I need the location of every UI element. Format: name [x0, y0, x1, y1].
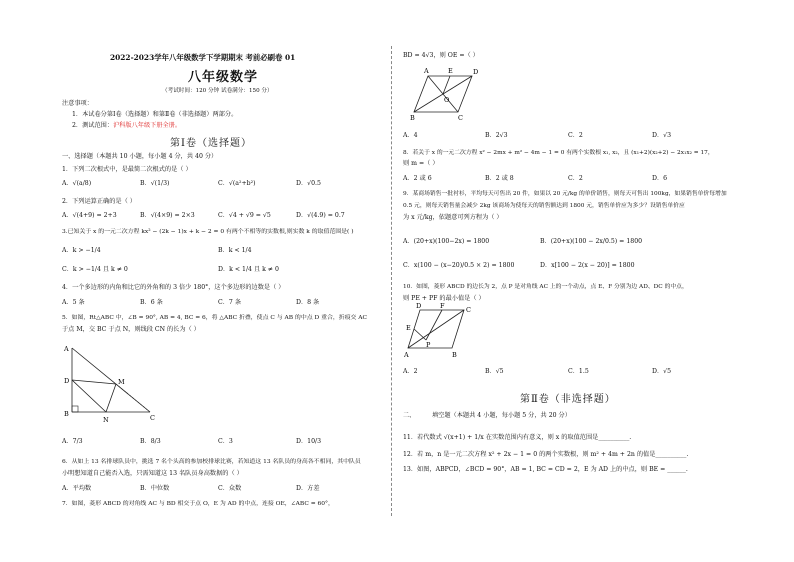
q6-stem-line2: 小明想知道自己能否入选，只需知道这 13 名队员身高数据的（ ）: [62, 470, 243, 477]
q5-stem-line2: 于点 M，交 BC 于点 N，则线段 CN 的长为（ ）: [62, 326, 200, 333]
q3-option-b: B．k < 1/4: [218, 247, 252, 254]
q5-stem-line1: 5．如图，Rt△ABC 中，∠B = 90°, AB = 4, BC = 6，将 △ABC 折叠，使点 C 与 AB 的中点 D 重合，折痕交 AC: [62, 315, 368, 321]
q10-stem-line1: 10．如图，菱形 ABCD 的边长为 2，点 P 是对角线 AC 上的一个动点，点 E、F 分别为边 AD、DC 的中点，: [403, 284, 688, 290]
fig10-diagonal-ac: [408, 310, 464, 348]
q1-option-b: B．√(1/3): [140, 180, 170, 187]
q6-option-d: D．方差: [296, 485, 320, 492]
q5-figure: [62, 340, 172, 430]
fig7-label-e: E: [448, 67, 453, 75]
q8-option-d: D．6: [652, 175, 668, 182]
q12-text: 12．若 m，n 是一元二次方程 x² + 2x − 1 = 0 的两个实数根，则 m² + 4m + 2n 的值是__________.: [403, 451, 689, 458]
q3-stem: 3.已知关于 x 的一元二次方程 kx² − (2k − 1)x + k − 2 = 0 有两个不相等的实数根,则实数 k 的取值范围是( ): [62, 229, 354, 235]
notes-label: 注意事项：: [62, 100, 93, 107]
fig7-label-d: D: [473, 68, 479, 76]
q1-option-c: C．√(a²+b²): [218, 180, 256, 187]
q9-option-a: A．(20+x)(100−2x) = 1800: [403, 238, 490, 245]
q2-option-d: D．√(4.9) = 0.7: [296, 212, 345, 219]
q9-option-b: B．(20+x)(100 − 2x/0.5) = 1800: [540, 238, 643, 245]
column-divider: [391, 46, 393, 516]
fig10-segment-pe: [414, 329, 426, 340]
q2-option-b: B．√(4×9) = 2×3: [140, 212, 195, 219]
fig10-label-c: C: [466, 306, 471, 314]
section1-title: 第Ⅰ卷（选择题）: [170, 138, 252, 149]
q10-option-b: B．√5: [485, 368, 504, 375]
section2-title: 第Ⅱ卷（非选择题）: [520, 394, 616, 405]
fig5-label-b: B: [64, 410, 69, 418]
fig5-label-c: C: [150, 414, 155, 422]
fig5-fold-mn: [106, 384, 116, 412]
fig5-label-a: A: [64, 345, 69, 353]
q7-figure: [410, 62, 500, 122]
fig5-edge-dn: [72, 380, 106, 412]
q9-option-c: C．x(100 − (x−20)/0.5 × 2) = 1800: [403, 262, 515, 269]
q8-option-a: A．2 或 6: [403, 175, 432, 182]
fig10-label-p: P: [426, 341, 431, 349]
q9-stem-line1: 9．某商场销售一批衬衫，平均每天可售出 20 件，如果以 20 元/kg 的单价销售，则每天可售出 100kg，如果销售单价每增加: [403, 191, 727, 197]
q6-option-b: B．中位数: [140, 485, 170, 492]
fig7-label-o: O: [444, 96, 450, 104]
q4-option-c: C．7 条: [218, 299, 242, 306]
fig7-label-a: A: [424, 67, 429, 75]
q3-option-d: D．k < 1/4 且 k ≠ 0: [218, 266, 279, 273]
exam-info: （考试时间：120 分钟 试卷满分：150 分）: [162, 88, 273, 94]
q4-option-a: A．5 条: [62, 299, 85, 306]
fig10-label-b: B: [452, 351, 457, 359]
q9-stem-line2: 0.5 元，则每天销售量会减少 2kg 该商场为使每天的销售额达到 1800 元，销售单价应为多少？设销售单价应: [403, 203, 685, 209]
q7-option-c: C．2: [568, 132, 583, 139]
q2-stem: 2．下列运算正确的是（ ）: [62, 198, 136, 205]
section2-desc-number: 二、: [403, 412, 416, 419]
fig10-label-e: E: [406, 324, 411, 332]
notes-item-2: [72, 120, 181, 129]
fig5-label-m: M: [118, 378, 125, 386]
fig5-label-n: N: [103, 416, 109, 424]
q7-stem-continued: BD = 4√3，则 OE =（ ）: [403, 52, 479, 59]
notes-item-1: 1．本试卷分第Ⅰ卷（选择题）和第Ⅱ卷（非选择题）两部分。: [72, 111, 238, 118]
fig10-label-a: A: [404, 351, 409, 359]
q7-option-d: D．√3: [652, 132, 672, 139]
q5-option-c: C．3: [218, 438, 233, 445]
q8-option-b: B．2 或 8: [485, 175, 514, 182]
exam-top-title: 2022-2023学年八年级数学下学期期末 考前必刷卷 01: [110, 53, 296, 62]
q4-option-d: D．8 条: [296, 299, 320, 306]
fig10-label-f: F: [440, 302, 445, 310]
q7-option-a: A．4: [403, 132, 418, 139]
q7-stem: 7．如图，菱形 ABCD 的对角线 AC 与 BD 相交于点 O，E 为 AD 的中点，连接 OE，∠ABC = 60°，: [62, 501, 334, 507]
q8-stem-line2: 则 m =（ ）: [403, 160, 439, 167]
q10-option-d: D．√5: [652, 368, 672, 375]
notes-test-range: 沪科版八年级下册全册。: [113, 122, 182, 129]
fig5-label-d: D: [64, 377, 70, 385]
q9-stem-line3: 为 x 元/kg，依题意可列方程为（ ）: [403, 214, 503, 221]
fig7-label-c: C: [458, 114, 463, 122]
q10-figure: [404, 302, 484, 362]
fig10-segment-pf: [426, 310, 442, 340]
q8-stem: 8．若关于 x 的一元二次方程 x² − 2mx + m² − 4m − 1 = 0 有两个实数根 x₁, x₂，且 (x₁+2)(x₂+2) − 2x₁x₂ = 17，: [403, 150, 714, 156]
q6-option-a: A．平均数: [62, 485, 92, 492]
q5-option-b: B．8/3: [140, 438, 161, 445]
fig5-right-angle: [72, 406, 78, 412]
q4-option-b: B．6 条: [140, 299, 163, 306]
q10-option-c: C．1.5: [568, 368, 589, 375]
q2-option-c: C．√4 + √9 = √5: [218, 212, 271, 219]
section2-desc: 填空题（本题共 4 小题，每小题 5 分，共 20 分）: [432, 412, 571, 419]
q5-option-a: A．7/3: [62, 438, 83, 445]
q11-text: 11．若代数式 √(x+1) + 1/x 在实数范围内有意义，则 x 的取值范围是__________.: [403, 434, 632, 441]
fig10-label-d: D: [416, 302, 422, 310]
q1-option-a: A．√(a/8): [62, 180, 92, 187]
q6-stem-line1: 6．从如上 13 名排球队员中，挑选 7 名个头高的参加校排球比赛，若知道这 13 名队员的身高各不相同，其中队员: [62, 459, 361, 465]
q1-stem: 1．下列二次根式中，是最简二次根式的是（ ）: [62, 166, 192, 173]
fig7-label-b: B: [410, 114, 415, 122]
q4-stem: 4．一个多边形的内角和比它的外角和的 3 倍少 180°，这个多边形的边数是（ ）: [62, 284, 285, 291]
fig7-segment-oe: [443, 76, 450, 94]
q3-option-c: C．k > −1/4 且 k ≠ 0: [62, 266, 128, 273]
q2-option-a: A．√(4+9) = 2+3: [62, 212, 117, 219]
fig5-edge-dm: [72, 380, 116, 384]
exam-subject-title: 八年级数学: [188, 70, 259, 85]
q1-option-d: D．√0.5: [296, 180, 321, 187]
q13-text: 13．如图，ABPCD，∠BCD = 90°，AB = 1, BC = CD = 2，E 为 AD 上的中点，则 BE = ______.: [403, 466, 688, 473]
q3-option-a: A．k > −1/4: [62, 247, 101, 254]
q5-option-d: D．10/3: [296, 438, 322, 445]
q9-option-d: D．x[100 − 2(x − 20)] = 1800: [540, 262, 635, 269]
q8-option-c: C．2: [568, 175, 583, 182]
q6-option-c: C．众数: [218, 485, 242, 492]
q10-stem-line2: 则 PE + PF 的最小值是（ ）: [403, 295, 485, 302]
q10-option-a: A．2: [403, 368, 418, 375]
q7-option-b: B．2√3: [485, 132, 508, 139]
notes-item-2-prefix: 2．测试范围：: [72, 122, 114, 129]
section1-desc: 一、选择题（本题共 10 小题，每小题 4 分，共 40 分）: [62, 153, 218, 160]
